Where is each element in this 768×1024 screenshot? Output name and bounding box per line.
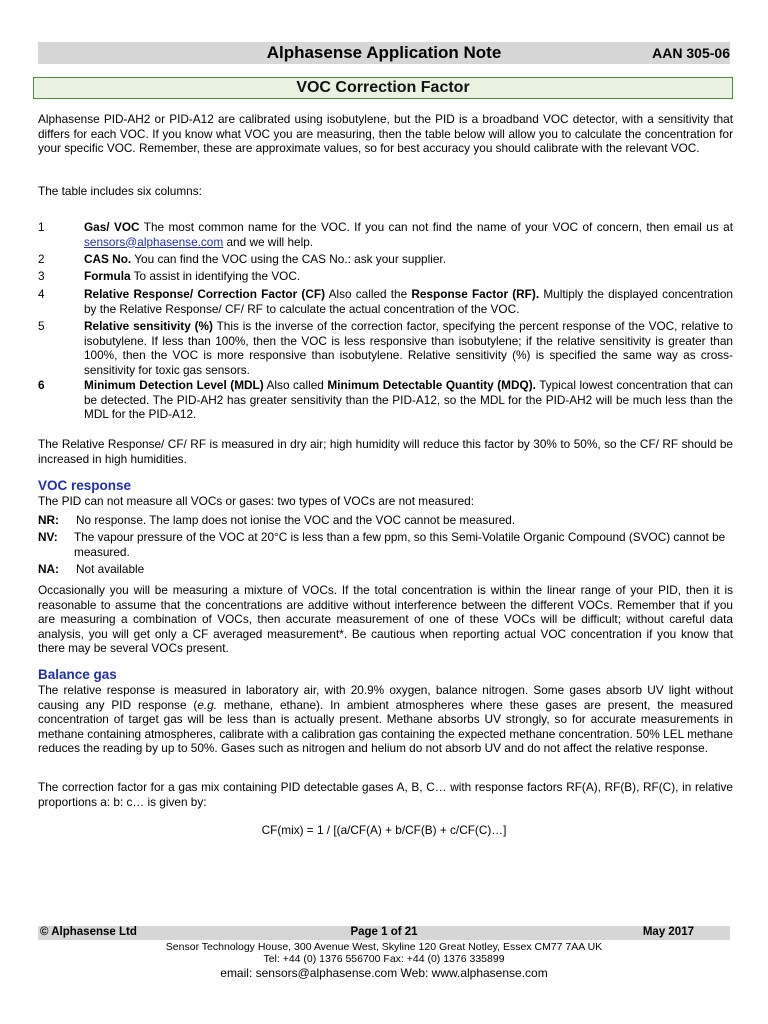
list-number: 2: [38, 252, 45, 266]
list-item-gas-voc: [84, 220, 733, 249]
desc: Also called: [263, 378, 328, 392]
term: Gas/ VOC: [84, 220, 140, 234]
document-header: [38, 42, 730, 64]
header-title: Alphasense Application Note: [266, 43, 502, 62]
term: Minimum Detectable Quantity (MDQ).: [327, 378, 536, 392]
cf-mix-formula: CF(mix) = 1 / [(a/CF(A) + b/CF(B) + c/CF(C)…]: [261, 823, 507, 837]
desc: You can find the VOC using the CAS No.: ask your supplier.: [131, 252, 446, 266]
term: Relative sensitivity (%): [84, 319, 213, 333]
desc: Multiply the displayed concentration by the Relative Response/ CF/ RF to calculate the actual concentration of the VOC.: [84, 287, 733, 316]
mixture-paragraph: Occasionally you will be measuring a mixture of VOCs. If the total concentration is within the linear range of your PID, then it is reasonable to assume that the concentrations are additive without interference between the different VOCs. Remember that if you are measuring a combination of VOCs, then accurate measurement of one of these VOCs will be difficult; without careful data analysis, you will get only a CF averaged measurement*. Be cautious when reporting actual VOC concentration if you know that there may be several VOCs present.: [38, 583, 733, 656]
code-nr-desc: No response. The lamp does not ionise the VOC and the VOC cannot be measured.: [76, 513, 516, 527]
voc-response-heading: VOC response: [38, 478, 132, 493]
footer-tel: Tel: +44 (0) 1376 556700 Fax: +44 (0) 1376 335899: [263, 953, 505, 965]
footer-page: Page 1 of 21: [350, 926, 418, 938]
text: methane, ethane). In ambient atmospheres where these gases are present, the measured concentration of target gas will be less than is actually present. Methane absorbs UV strongly, so for accurate measurements in methane containing atmospheres, calibrate with a calibration gas containing the expected methane concentration. 50% LEL methane reduces the reading by up to 50%. Gases such as nitrogen and helium do not absorb UV and do not affect the relative response.: [38, 697, 733, 756]
table-intro: The table includes six columns:: [38, 184, 202, 198]
list-item-relative-response: [84, 287, 733, 316]
footer-date: May 2017: [642, 926, 694, 938]
footer-address: Sensor Technology House, 300 Avenue West, Skyline 120 Great Notley, Essex CM77 7AA UK: [165, 941, 603, 953]
section-title-box: [33, 77, 733, 99]
code-nv-desc: The vapour pressure of the VOC at 20°C is less than a few ppm, so this Semi-Volatile Organic Compound (SVOC) cannot be measured.: [74, 530, 726, 559]
list-item-cas: [84, 252, 733, 267]
code-na-desc: Not available: [76, 562, 145, 576]
list-number: 4: [38, 287, 45, 301]
footer-bar: [38, 926, 730, 940]
desc: The most common name for the VOC. If you can not find the name of your VOC of concern, then email us at: [139, 220, 733, 234]
term: Minimum Detection Level (MDL): [84, 378, 264, 392]
footer-email: email: sensors@alphasense.com Web: www.alphasense.com: [220, 966, 548, 980]
eg: e.g.: [197, 697, 217, 712]
desc: Typical lowest concentration that can be detected. The PID-AH2 has greater sensitivity than the PID-A12, so the MDL for the PID-AH2 will be much less than the MDL for the PID-A12.: [84, 378, 733, 422]
humidity-note: The Relative Response/ CF/ RF is measured in dry air; high humidity will reduce this factor by 30% to 50%, so the CF/ RF should be increased in high humidities.: [38, 437, 733, 466]
code-nr: NR:: [38, 513, 59, 527]
list-number: 6: [38, 378, 45, 392]
list-item-mdl: [84, 378, 733, 422]
term: Response Factor (RF).: [411, 287, 540, 301]
list-item-relative-sensitivity: [84, 319, 733, 377]
term: Formula: [84, 269, 131, 283]
code-nv: NV:: [38, 530, 58, 544]
section-title: VOC Correction Factor: [296, 79, 470, 96]
footer-copyright: © Alphasense Ltd: [40, 926, 137, 938]
list-number: 1: [38, 220, 45, 234]
list-item-formula: [84, 269, 733, 284]
term: Relative Response/ Correction Factor (CF): [84, 287, 326, 301]
code-na: NA:: [38, 562, 59, 576]
list-number: 3: [38, 269, 45, 283]
email-link[interactable]: sensors@alphasense.com: [84, 234, 224, 249]
intro-paragraph: Alphasense PID-AH2 or PID-A12 are calibrated using isobutylene, but the PID is a broadband VOC detector, with a sensitivity that differs for each VOC. If you know what VOC you are measuring, then the table below will allow you to calculate the concentration for your specific VOC. Remember, these are approximate values, so for best accuracy you should calibrate with the relevant VOC.: [38, 112, 733, 156]
balance-gas-heading: Balance gas: [38, 667, 117, 682]
desc: To assist in identifying the VOC.: [130, 269, 301, 283]
balance-gas-paragraph: [38, 683, 733, 756]
term: CAS No.: [84, 252, 132, 266]
document-code: AAN 305-06: [652, 45, 730, 61]
desc: This is the inverse of the correction factor, specifying the percent response of the VOC, relative to isobutylene. If less than 100%, then the VOC is less responsive than isobutylene; if the relative sensitivity is greater than 100%, then the VOC is more responsive than isobutylene. Relative sensitivity (%) is specified the same way as cross-sensitivity for toxic gas sensors.: [84, 319, 733, 377]
voc-response-intro: The PID can not measure all VOCs or gases: two types of VOCs are not measured:: [38, 494, 475, 508]
text: The relative response is measured in laboratory air, with 20.9% oxygen, balance nitrogen. Some gases absorb UV light without causing any PID response (: [38, 683, 733, 712]
list-number: 5: [38, 319, 45, 333]
desc: and we will help.: [223, 234, 314, 249]
desc: Also called the: [325, 287, 412, 301]
gas-mix-paragraph: The correction factor for a gas mix containing PID detectable gases A, B, C… with response factors RF(A), RF(B), RF(C), in relative proportions a: b: c… is given by:: [38, 780, 733, 809]
